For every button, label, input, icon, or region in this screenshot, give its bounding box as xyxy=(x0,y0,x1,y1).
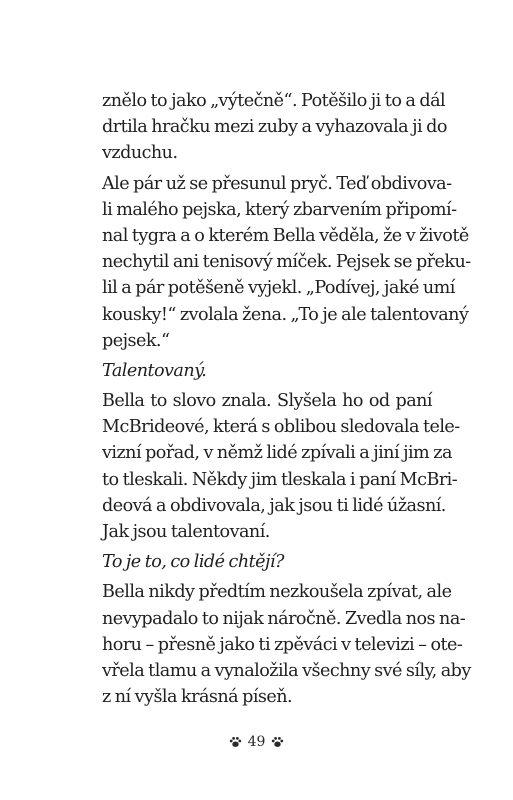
text-line: McBrideové, která s oblibou sledovala tele- xyxy=(102,417,460,438)
text-line: vřela tlamu a vynaložila všechny své síly, aby xyxy=(102,660,471,681)
text-line: deová a obdivovala, jak jsou ti lidé úžasní. xyxy=(102,495,446,516)
text-line: drtila hračku mezi zuby a vyhazovala ji do xyxy=(102,117,447,138)
paw-print-icon xyxy=(229,736,242,748)
page-number: 49 xyxy=(247,734,266,750)
paragraph xyxy=(102,88,447,167)
italic-thought xyxy=(102,549,432,575)
text-line: li malého pejska, který zbarvením připomí- xyxy=(102,199,457,220)
italic-thought xyxy=(102,358,432,384)
text-line: Ale pár už se přesunul pryč. Teď obdivova- xyxy=(102,173,452,194)
text-line: vizní pořad, v němž lidé zpívali a jiní jim za xyxy=(102,443,452,464)
text-line: nevypadalo to nijak náročně. Zvedla nos na- xyxy=(102,608,466,629)
paragraph xyxy=(102,388,460,545)
paragraph xyxy=(102,171,471,354)
text-line: Bella nikdy předtím nezkoušela zpívat, ale xyxy=(102,582,452,603)
paw-print-icon xyxy=(271,736,284,748)
text-line: nechytil ani tenisový míček. Pejsek se překu- xyxy=(102,252,471,273)
text-line: kousky!“ zvolala žena. „To je ale talentovaný xyxy=(102,304,469,325)
text-line: nal tygra a o kterém Bella věděla, že v životě xyxy=(102,225,469,246)
text-line: vzduchu. xyxy=(102,143,178,164)
text-line: horu – přesně jako ti zpěváci v televizi – ote- xyxy=(102,634,463,655)
text-line: z ní vyšla krásná píseň. xyxy=(102,687,293,708)
text-line: pejsek.“ xyxy=(102,330,170,351)
text-line: Jak jsou talentovaní. xyxy=(102,522,270,542)
text-line: lil a pár potěšeně vyjekl. „Podívej, jaké umí xyxy=(102,278,455,299)
body-text xyxy=(102,88,471,710)
page-footer xyxy=(0,734,513,752)
text-line: to tleskali. Někdy jim tleskala i paní McBri- xyxy=(102,469,458,490)
text-line: Talentovaný. xyxy=(102,360,207,381)
text-line: znělo to jako „výtečně“. Potěšilo ji to a dál xyxy=(102,91,446,111)
text-line: Bella to slovo znala. Slyšela ho od paní xyxy=(102,391,432,412)
text-line: To je to, co lidé chtějí? xyxy=(102,552,284,573)
paragraph xyxy=(102,579,471,710)
